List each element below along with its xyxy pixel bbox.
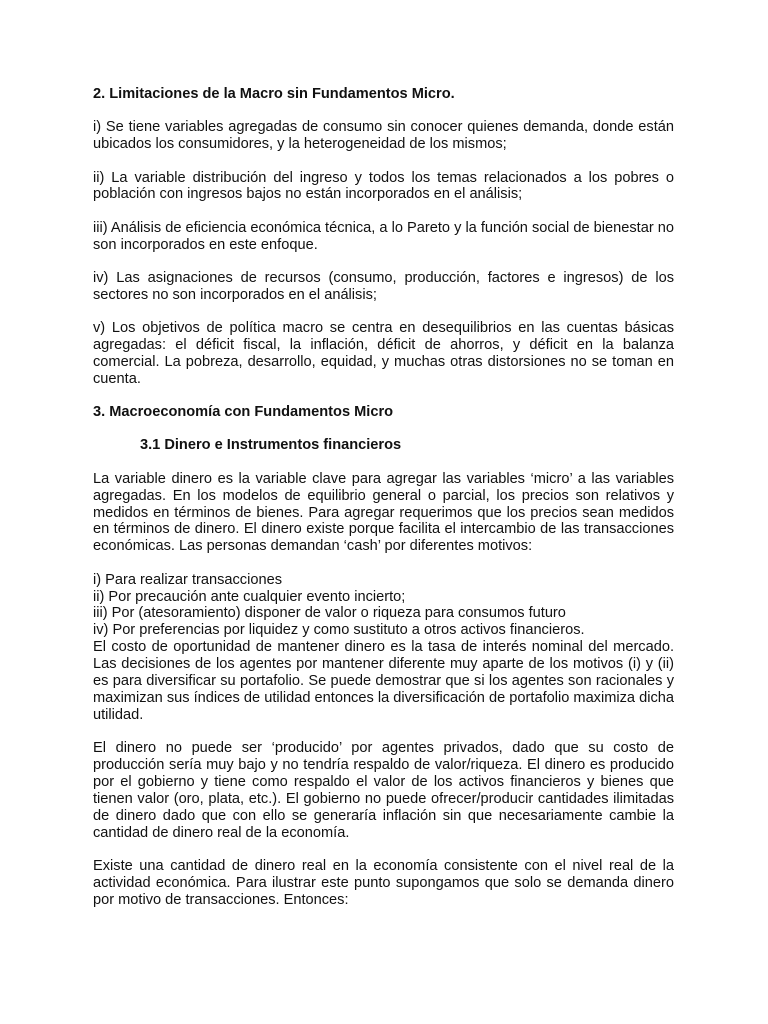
subsection-3-1-heading: 3.1 Dinero e Instrumentos financieros bbox=[140, 437, 402, 454]
money-production-paragraph: El dinero no puede ser ‘producido’ por agentes privados, dado que su costo de producción sería muy bajo y no tendría respaldo de valor/riqueza. El dinero es producido por el gobierno y tiene como respaldo el valor de los activos financieros y bienes que tienen valor (oro, plata, etc.). El gobierno no puede ofrecer/producir cantidades ilimitadas de dinero dado que con ello se generaría inflación sin que necesariamente cambie la cantidad de dinero real de la economía. bbox=[93, 740, 674, 841]
money-intro-paragraph: La variable dinero es la variable clave para agregar las variables ‘micro’ a las variables agregadas. En los modelos de equilibrio general o parcial, los precios son relativos y medidos en términos de bienes. Para agregar requerimos que los precios sean medidos en términos de dinero. El dinero existe porque facilita el intercambio de las transacciones económicas. Las personas demandan ‘cash’ por diferentes motivos: bbox=[93, 470, 674, 555]
real-money-paragraph: Existe una cantidad de dinero real en la economía consistente con el nivel real de la actividad económica. Para ilustrar este punto supongamos que solo se demanda dinero por motivo de transacciones. Entonces: bbox=[93, 858, 674, 908]
list-item: ii) Por precaución ante cualquier evento incierto; bbox=[93, 588, 406, 605]
limitation-iv: iv) Las asignaciones de recursos (consumo, producción, factores e ingresos) de los sectores no son incorporados en el análisis; bbox=[93, 269, 674, 303]
document-body bbox=[93, 86, 674, 925]
opportunity-cost-paragraph: El costo de oportunidad de mantener dinero es la tasa de interés nominal del mercado. Las decisiones de los agentes por mantener diferente muy aparte de los motivos (i) y (ii) es para diversificar su portafolio. Se puede demostrar que si los agentes son racionales y maximizan sus índices de utilidad entonces la diversificación de portafolio maximiza dicha utilidad. bbox=[93, 639, 674, 723]
limitation-i: i) Se tiene variables agregadas de consumo sin conocer quienes demanda, donde están ubicados los consumidores, y la heterogeneidad de los mismos; bbox=[93, 119, 674, 153]
limitation-iii: iii) Análisis de eficiencia económica técnica, a lo Pareto y la función social de bienestar no son incorporados en este enfoque. bbox=[93, 219, 674, 253]
money-motives-list bbox=[93, 572, 674, 640]
section-3-heading: 3. Macroeconomía con Fundamentos Micro bbox=[93, 404, 394, 421]
limitation-v: v) Los objetivos de política macro se centra en desequilibrios en las cuentas básicas agregadas: el déficit fiscal, la inflación, déficit de ahorros, y déficit en la balanza comercial. La pobreza, desarrollo, equidad, y muchas otras distorsiones no se toman en cuenta. bbox=[93, 320, 674, 387]
list-item: i) Para realizar transacciones bbox=[93, 571, 282, 588]
section-2-heading: 2. Limitaciones de la Macro sin Fundamentos Micro. bbox=[93, 86, 455, 102]
limitation-ii: ii) La variable distribución del ingreso y todos los temas relacionados a los pobres o población con ingresos bajos no están incorporados en el análisis; bbox=[93, 169, 674, 203]
list-item: iv) Por preferencias por liquidez y como sustituto a otros activos financieros. bbox=[93, 622, 585, 639]
list-item: iii) Por (atesoramiento) disponer de valor o riqueza para consumos futuro bbox=[93, 605, 566, 622]
